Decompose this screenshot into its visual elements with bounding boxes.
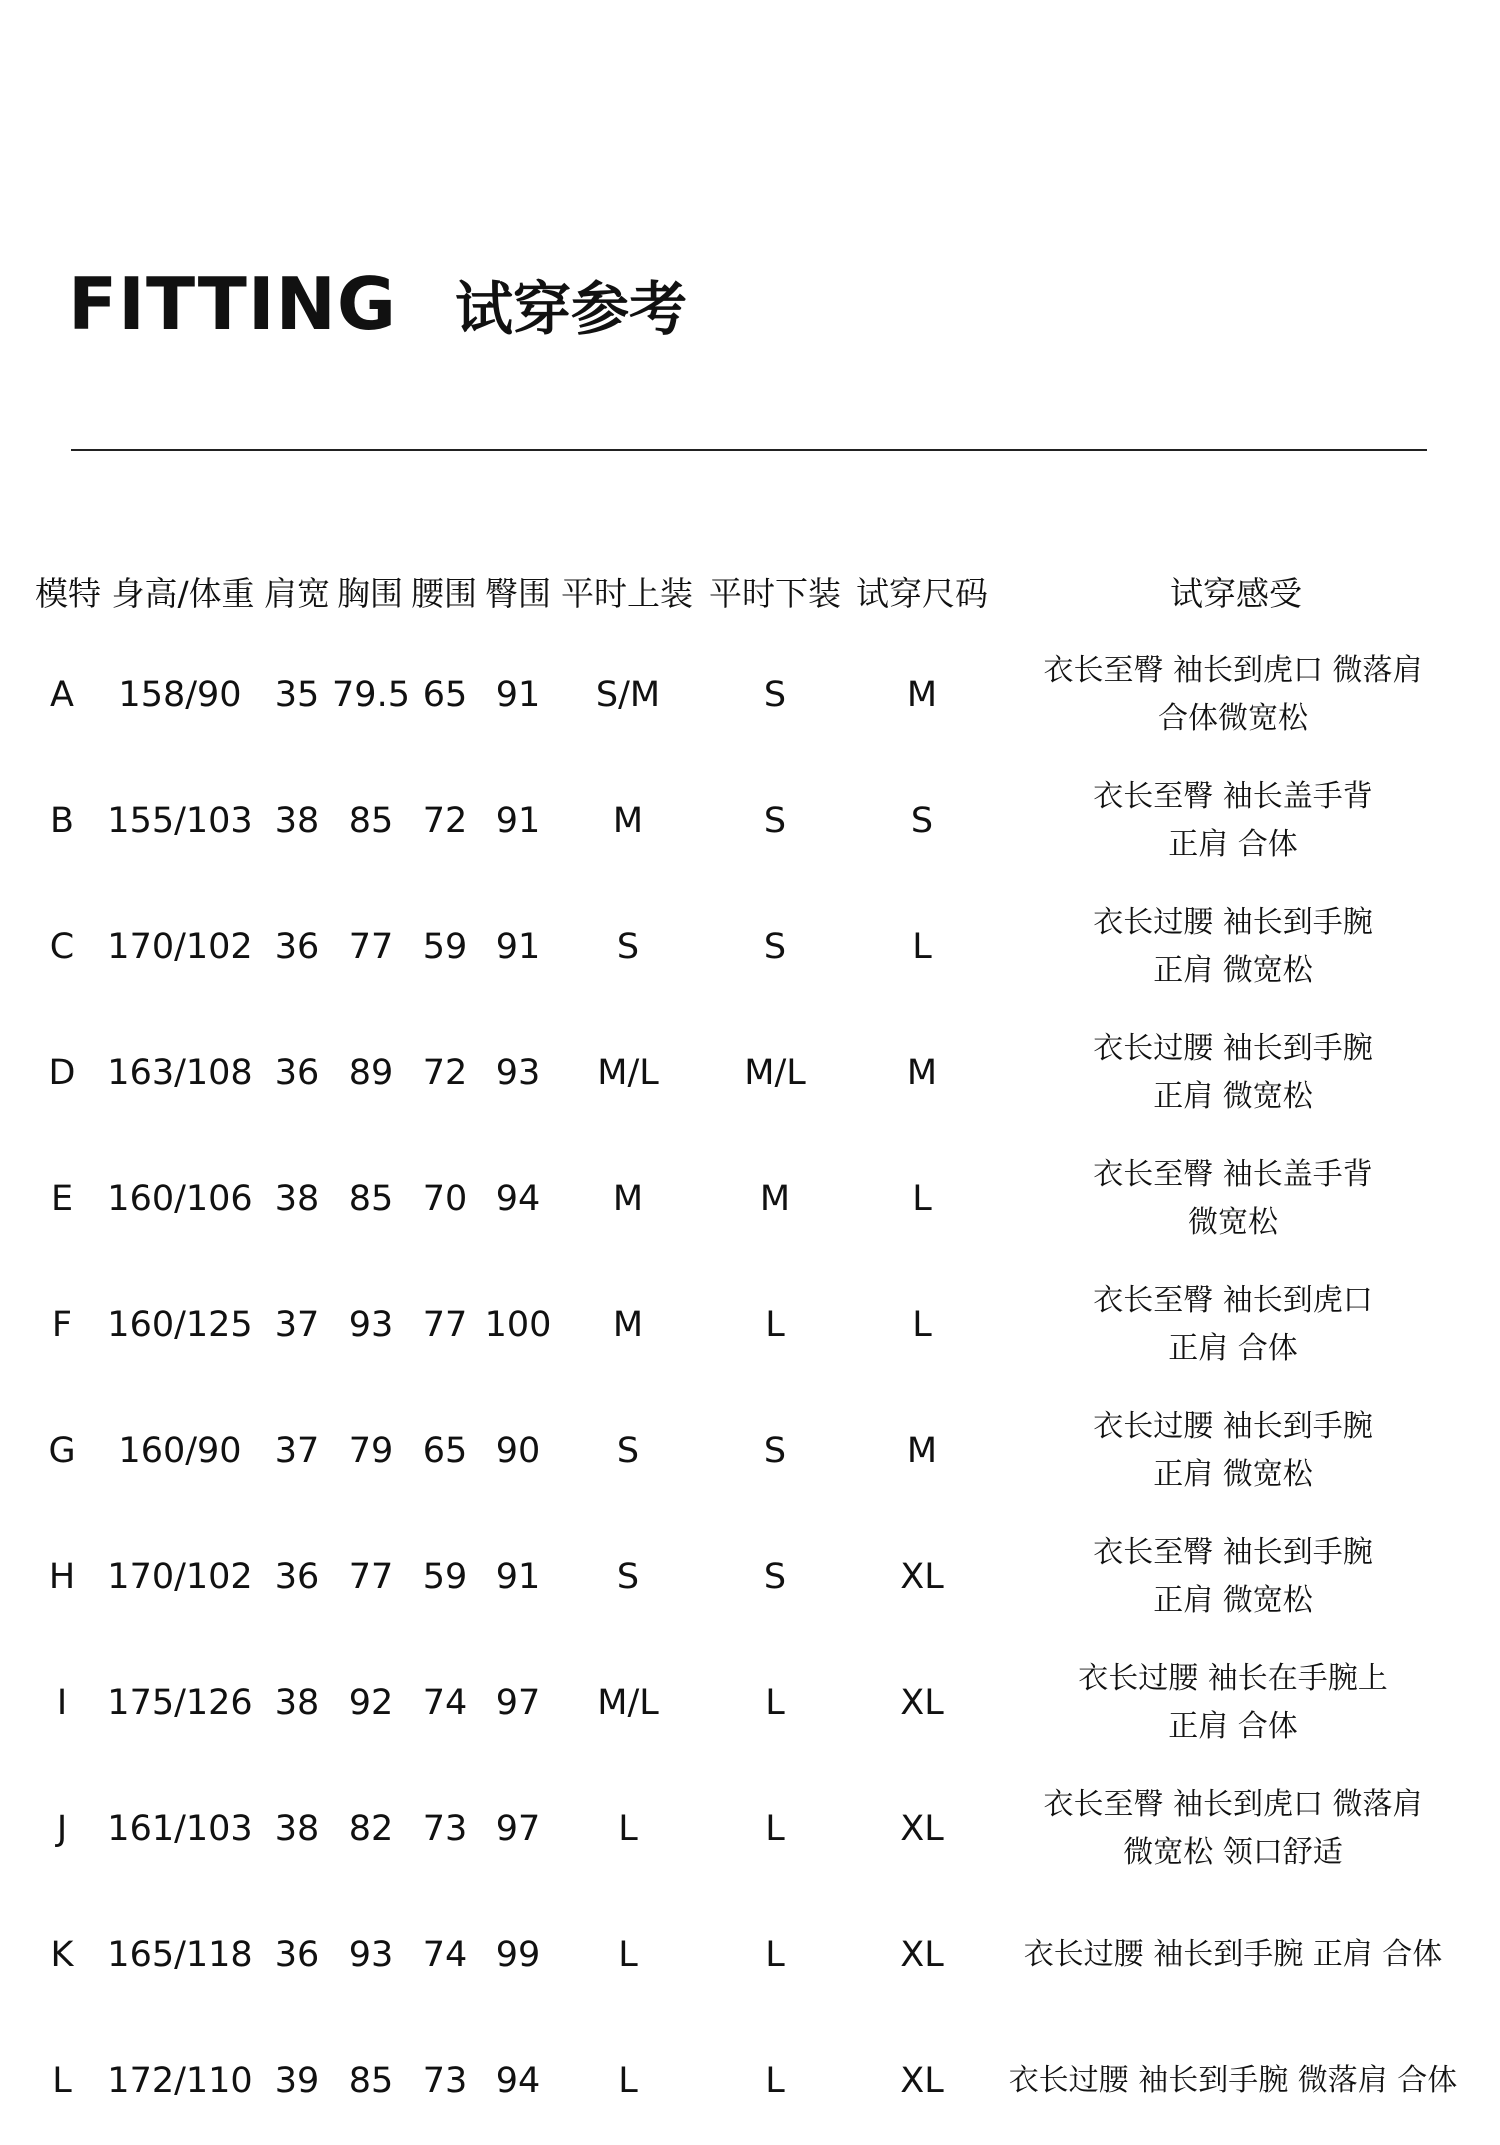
feel-line-2: 正肩 微宽松 — [1153, 1583, 1313, 1618]
header-feel: 试穿感受 — [1170, 574, 1302, 613]
header-chest: 胸围 — [337, 574, 403, 613]
feel-line-2: 微宽松 — [1188, 1205, 1278, 1240]
cell-hip: 94 — [495, 1179, 541, 1219]
cell-try-size: XL — [900, 1809, 944, 1849]
table-row — [0, 1766, 1500, 1892]
cell-usual-bottom: L — [765, 1305, 785, 1345]
feel-line-2: 微宽松 领口舒适 — [1123, 1835, 1343, 1870]
cell-hip: 91 — [495, 1557, 541, 1597]
cell-waist: 65 — [422, 1431, 468, 1471]
cell-hip: 91 — [495, 801, 541, 841]
header-waist: 腰围 — [411, 574, 477, 613]
cell-usual-bottom: S — [763, 1557, 787, 1597]
cell-model: H — [48, 1557, 76, 1597]
table-header — [0, 550, 1500, 626]
cell-chest: 85 — [348, 2061, 394, 2101]
feel-line-1: 衣长至臀 袖长到虎口 微落肩 — [1043, 653, 1423, 688]
cell-waist: 72 — [422, 801, 468, 841]
cell-model: E — [50, 1179, 74, 1219]
cell-waist: 74 — [422, 1683, 468, 1723]
cell-usual-bottom: L — [765, 1809, 785, 1849]
feel-line-1: 衣长至臀 袖长到手腕 — [1093, 1535, 1373, 1570]
cell-usual-bottom: L — [765, 1935, 785, 1975]
cell-height-weight: 160/125 — [107, 1305, 253, 1345]
page-title — [68, 262, 687, 346]
cell-shoulder: 36 — [274, 1053, 320, 1093]
feel-line-2: 合体微宽松 — [1158, 701, 1308, 736]
cell-shoulder: 38 — [274, 1809, 320, 1849]
feel-line-1: 衣长至臀 袖长盖手背 — [1093, 1157, 1373, 1192]
cell-waist: 59 — [422, 1557, 468, 1597]
cell-height-weight: 172/110 — [107, 2061, 253, 2101]
cell-height-weight: 158/90 — [118, 675, 242, 715]
table-row — [0, 1514, 1500, 1640]
feel-line-1: 衣长至臀 袖长到虎口 微落肩 — [1043, 1787, 1423, 1822]
cell-feel — [998, 1892, 1468, 2018]
cell-waist: 59 — [422, 927, 468, 967]
feel-line-2: 正肩 微宽松 — [1153, 1457, 1313, 1492]
cell-try-size: S — [910, 801, 934, 841]
cell-try-size: XL — [900, 1557, 944, 1597]
cell-height-weight: 160/90 — [118, 1431, 242, 1471]
cell-usual-bottom: S — [763, 1431, 787, 1471]
cell-usual-top: M/L — [597, 1683, 659, 1723]
cell-usual-bottom: S — [763, 927, 787, 967]
cell-feel — [998, 1514, 1468, 1640]
cell-feel — [998, 1766, 1468, 1892]
table-row — [0, 1388, 1500, 1514]
cell-height-weight: 175/126 — [107, 1683, 253, 1723]
cell-try-size: L — [912, 927, 932, 967]
cell-model: L — [52, 2061, 72, 2101]
feel-line-1: 衣长至臀 袖长盖手背 — [1093, 779, 1373, 814]
cell-shoulder: 38 — [274, 1179, 320, 1219]
cell-usual-top: L — [618, 2061, 638, 2101]
cell-chest: 82 — [348, 1809, 394, 1849]
table-row — [0, 1892, 1500, 2018]
cell-shoulder: 36 — [274, 927, 320, 967]
title-chinese: 试穿参考 — [455, 275, 688, 343]
cell-try-size: XL — [900, 1935, 944, 1975]
cell-waist: 73 — [422, 2061, 468, 2101]
cell-model: J — [56, 1809, 68, 1849]
feel-line-1: 衣长过腰 袖长到手腕 — [1093, 1031, 1373, 1066]
table-row — [0, 1640, 1500, 1766]
title-english: FITTING — [68, 262, 397, 346]
cell-waist: 65 — [422, 675, 468, 715]
header-model: 模特 — [35, 574, 101, 613]
cell-usual-top: M — [612, 1305, 644, 1345]
cell-waist: 72 — [422, 1053, 468, 1093]
table-row — [0, 1010, 1500, 1136]
cell-try-size: XL — [900, 1683, 944, 1723]
cell-height-weight: 155/103 — [107, 801, 253, 841]
cell-chest: 93 — [348, 1935, 394, 1975]
cell-feel — [998, 1010, 1468, 1136]
cell-hip: 91 — [495, 927, 541, 967]
cell-model: D — [48, 1053, 76, 1093]
cell-chest: 93 — [348, 1305, 394, 1345]
cell-shoulder: 38 — [274, 801, 320, 841]
cell-hip: 99 — [495, 1935, 541, 1975]
cell-hip: 93 — [495, 1053, 541, 1093]
cell-feel — [998, 1388, 1468, 1514]
cell-usual-bottom: S — [763, 675, 787, 715]
cell-chest: 85 — [348, 1179, 394, 1219]
table-row — [0, 1136, 1500, 1262]
cell-height-weight: 170/102 — [107, 1557, 253, 1597]
header-usual-top: 平时上装 — [561, 574, 693, 613]
header-try-size: 试穿尺码 — [856, 574, 988, 613]
cell-usual-bottom: L — [765, 2061, 785, 2101]
table-row — [0, 758, 1500, 884]
cell-try-size: XL — [900, 2061, 944, 2101]
cell-try-size: M — [906, 1053, 938, 1093]
cell-height-weight: 163/108 — [107, 1053, 253, 1093]
cell-usual-bottom: M/L — [744, 1053, 806, 1093]
table-row — [0, 884, 1500, 1010]
cell-shoulder: 37 — [274, 1305, 320, 1345]
cell-height-weight: 170/102 — [107, 927, 253, 967]
cell-shoulder: 35 — [274, 675, 320, 715]
cell-height-weight: 161/103 — [107, 1809, 253, 1849]
feel-line-2: 正肩 微宽松 — [1153, 1079, 1313, 1114]
cell-model: A — [50, 675, 74, 715]
cell-feel — [998, 758, 1468, 884]
cell-usual-top: M — [612, 801, 644, 841]
cell-shoulder: 38 — [274, 1683, 320, 1723]
cell-feel — [998, 632, 1468, 758]
header-usual-bottom: 平时下装 — [709, 574, 841, 613]
cell-chest: 92 — [348, 1683, 394, 1723]
cell-try-size: M — [906, 1431, 938, 1471]
feel-line-2: 正肩 合体 — [1168, 1331, 1298, 1366]
cell-feel — [998, 2018, 1468, 2144]
cell-shoulder: 36 — [274, 1557, 320, 1597]
header-shoulder: 肩宽 — [264, 574, 330, 613]
cell-usual-bottom: L — [765, 1683, 785, 1723]
cell-model: G — [48, 1431, 76, 1471]
cell-hip: 97 — [495, 1683, 541, 1723]
cell-waist: 70 — [422, 1179, 468, 1219]
cell-chest: 79 — [348, 1431, 394, 1471]
title-divider — [71, 449, 1427, 451]
feel-line-2: 正肩 合体 — [1168, 1709, 1298, 1744]
cell-model: B — [49, 801, 75, 841]
table-row — [0, 632, 1500, 758]
cell-try-size: L — [912, 1179, 932, 1219]
feel-line-1: 衣长过腰 袖长到手腕 — [1093, 1409, 1373, 1444]
table-row — [0, 2018, 1500, 2144]
cell-usual-top: S — [616, 927, 640, 967]
feel-line-1: 衣长过腰 袖长到手腕 — [1093, 905, 1373, 940]
table-row — [0, 1262, 1500, 1388]
cell-chest: 89 — [348, 1053, 394, 1093]
feel-line-1: 衣长过腰 袖长在手腕上 — [1078, 1661, 1388, 1696]
cell-feel — [998, 884, 1468, 1010]
cell-shoulder: 39 — [274, 2061, 320, 2101]
cell-try-size: M — [906, 675, 938, 715]
feel-line-2: 正肩 合体 — [1168, 827, 1298, 862]
cell-waist: 74 — [422, 1935, 468, 1975]
cell-shoulder: 37 — [274, 1431, 320, 1471]
cell-hip: 97 — [495, 1809, 541, 1849]
cell-model: C — [49, 927, 75, 967]
feel-line-1: 衣长过腰 袖长到手腕 微落肩 合体 — [1008, 2063, 1458, 2098]
cell-usual-top: M — [612, 1179, 644, 1219]
feel-line-1: 衣长至臀 袖长到虎口 — [1093, 1283, 1373, 1318]
cell-usual-top: L — [618, 1935, 638, 1975]
cell-hip: 94 — [495, 2061, 541, 2101]
feel-line-1: 衣长过腰 袖长到手腕 正肩 合体 — [1023, 1937, 1443, 1972]
cell-feel — [998, 1640, 1468, 1766]
cell-shoulder: 36 — [274, 1935, 320, 1975]
cell-model: F — [51, 1305, 73, 1345]
cell-hip: 100 — [484, 1305, 552, 1345]
cell-usual-bottom: S — [763, 801, 787, 841]
cell-usual-top: S — [616, 1557, 640, 1597]
cell-height-weight: 165/118 — [107, 1935, 253, 1975]
cell-waist: 73 — [422, 1809, 468, 1849]
cell-chest: 85 — [348, 801, 394, 841]
cell-usual-top: S — [616, 1431, 640, 1471]
cell-hip: 91 — [495, 675, 541, 715]
cell-waist: 77 — [422, 1305, 468, 1345]
cell-try-size: L — [912, 1305, 932, 1345]
cell-model: I — [56, 1683, 68, 1723]
cell-feel — [998, 1136, 1468, 1262]
cell-model: K — [50, 1935, 74, 1975]
cell-chest: 79.5 — [332, 675, 410, 715]
cell-usual-top: S/M — [595, 675, 661, 715]
cell-chest: 77 — [348, 1557, 394, 1597]
cell-hip: 90 — [495, 1431, 541, 1471]
header-hip: 臀围 — [485, 574, 551, 613]
cell-feel — [998, 1262, 1468, 1388]
cell-usual-bottom: M — [759, 1179, 791, 1219]
header-height-weight: 身高/体重 — [111, 574, 255, 613]
cell-usual-top: M/L — [597, 1053, 659, 1093]
feel-line-2: 正肩 微宽松 — [1153, 953, 1313, 988]
cell-height-weight: 160/106 — [107, 1179, 253, 1219]
cell-usual-top: L — [618, 1809, 638, 1849]
cell-chest: 77 — [348, 927, 394, 967]
